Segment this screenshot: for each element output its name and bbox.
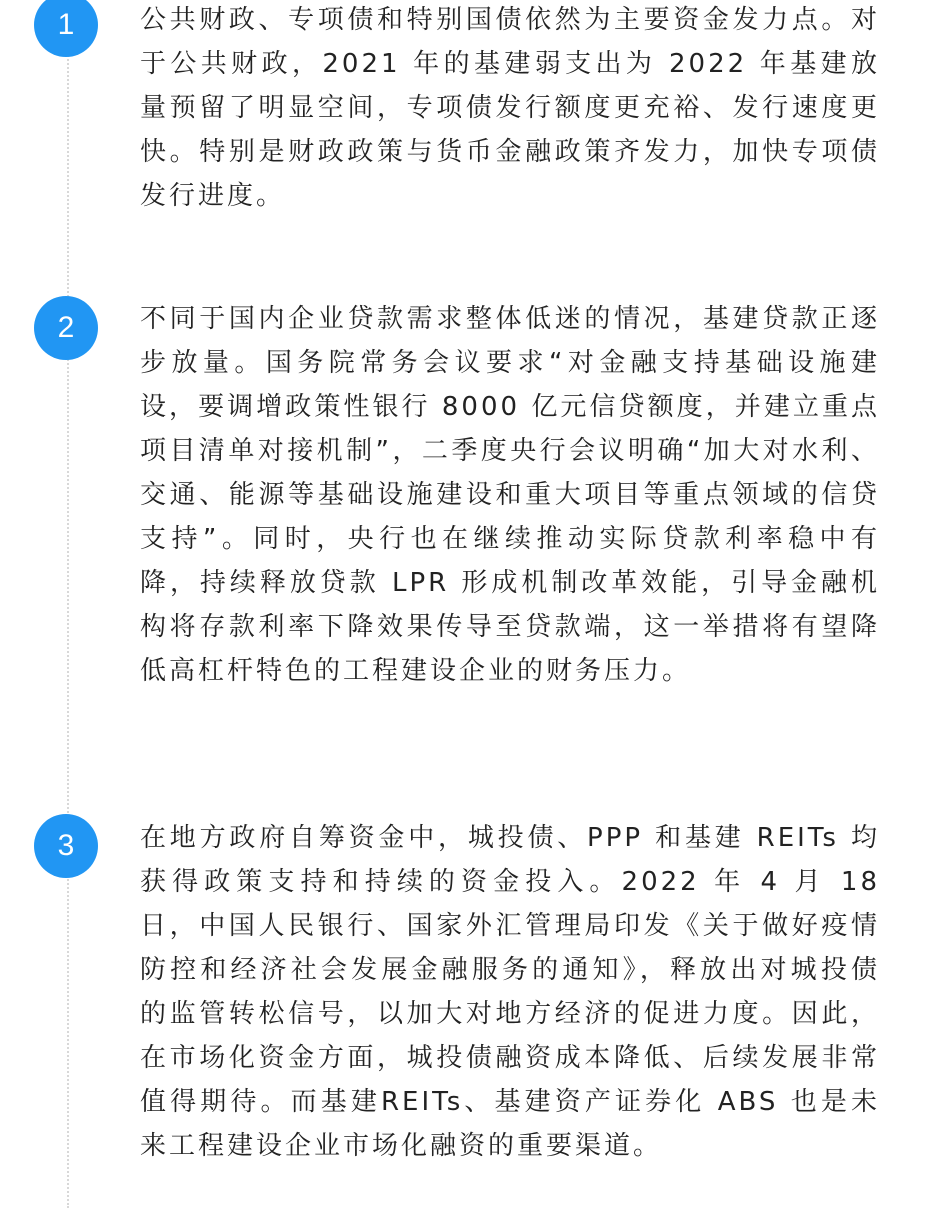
step-number-badge: 3	[34, 814, 98, 878]
step-number-badge: 1	[34, 0, 98, 57]
timeline-line	[67, 0, 69, 1208]
item-paragraph: 公共财政、专项债和特别国债依然为主要资金发力点。对于公共财政，2021 年的基建弱支出为 2022 年基建放量预留了明显空间，专项债发行额度更充裕、发行速度更快。特别是财政政策与货币金融政策齐发力，加快专项债发行进度。	[140, 5, 880, 211]
item-paragraph: 不同于国内企业贷款需求整体低迷的情况，基建贷款正逐步放量。国务院常务会议要求“对金融支持基础设施建设，要调增政策性银行 8000 亿元信贷额度，并建立重点项目清单对接机制”，二季度央行会议明确“加大对水利、交通、能源等基础设施建设和重大项目等重点领域的信贷支持”。同时，央行也在继续推动实际贷款利率稳中有降，持续释放贷款 LPR 形成机制改革效能，引导金融机构将存款利率下降效果传导至贷款端，这一举措将有望降低高杠杆特色的工程建设企业的财务压力。	[140, 304, 880, 686]
item-paragraph: 在地方政府自筹资金中，城投债、PPP 和基建 REITs 均获得政策支持和持续的资金投入。2022 年 4 月 18 日，中国人民银行、国家外汇管理局印发《关于做好疫情防控和经济社会发展金融服务的通知》，释放出对城投债的监管转松信号，以加大对地方经济的促进力度。因此，在市场化资金方面，城投债融资成本降低、后续发展非常值得期待。而基建REITs、基建资产证券化 ABS 也是未来工程建设企业市场化融资的重要渠道。	[140, 823, 880, 1161]
step-number-badge: 2	[34, 296, 98, 360]
